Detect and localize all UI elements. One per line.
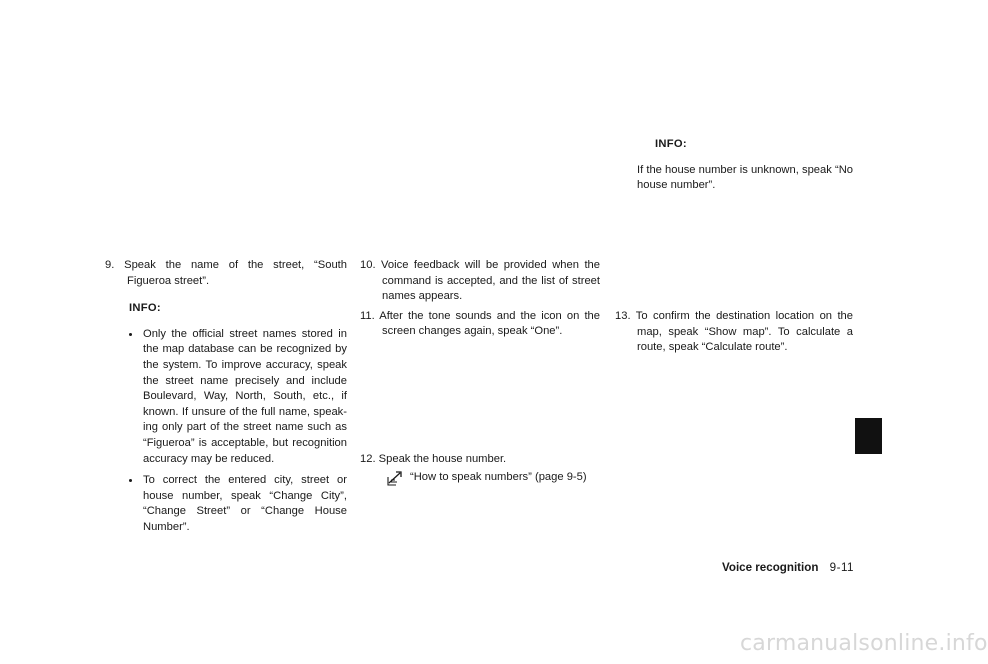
section-title: Voice recognition: [722, 561, 819, 574]
step-13: 13. To confirm the destination location on the map, speak “Show map”. To calculate a route, speak “Calculate route”.: [615, 310, 853, 354]
info-label: INFO:: [655, 138, 687, 150]
bullet-icon: [129, 479, 132, 482]
info-text: If the house number is unknown, speak “No house number”.: [637, 163, 853, 192]
bullet-text: To correct the entered city, street or house number, speak “Change City”, “Change Street” or “Change House Number”.: [143, 474, 347, 533]
step-11: 11. After the tone sounds and the icon on the screen changes again, speak “One”.: [360, 309, 600, 338]
info-bullet: [125, 473, 347, 535]
column-right-step: [615, 309, 853, 356]
bullet-icon: [129, 333, 132, 336]
column-middle: [360, 258, 600, 340]
section-thumb-tab: [855, 418, 882, 454]
info-label: INFO:: [129, 302, 161, 315]
watermark-logo: carmanualsonline.info: [740, 631, 988, 656]
reference-text: “How to speak numbers” (page 9-5): [410, 470, 587, 483]
info-bullet: [125, 327, 347, 467]
page-footer: [722, 560, 867, 576]
page-number: 9-11: [829, 561, 854, 574]
bullet-text: Only the official street names stored in the map database can be recognized by the system. To improve accuracy, speak the street name precisely and include Boulevard, Way, North, South, etc., if known. If unsure of the full name, speaking only part of the street name such as “Figueroa” is acceptable, but recognition accuracy may be reduced.: [143, 327, 347, 465]
step-9: 9. Speak the name of the street, “South Figueroa street”.: [105, 259, 347, 287]
step-12: 12. Speak the house number.: [360, 453, 507, 465]
page-reference[interactable]: [386, 470, 600, 486]
column-right-info: [615, 137, 853, 194]
step-10: 10. Voice feedback will be provided when the command is accepted, and the list of street names appears.: [360, 259, 600, 303]
column-left: [105, 258, 347, 536]
step-12-block: [360, 452, 600, 485]
reference-arrow-icon: [386, 469, 408, 487]
